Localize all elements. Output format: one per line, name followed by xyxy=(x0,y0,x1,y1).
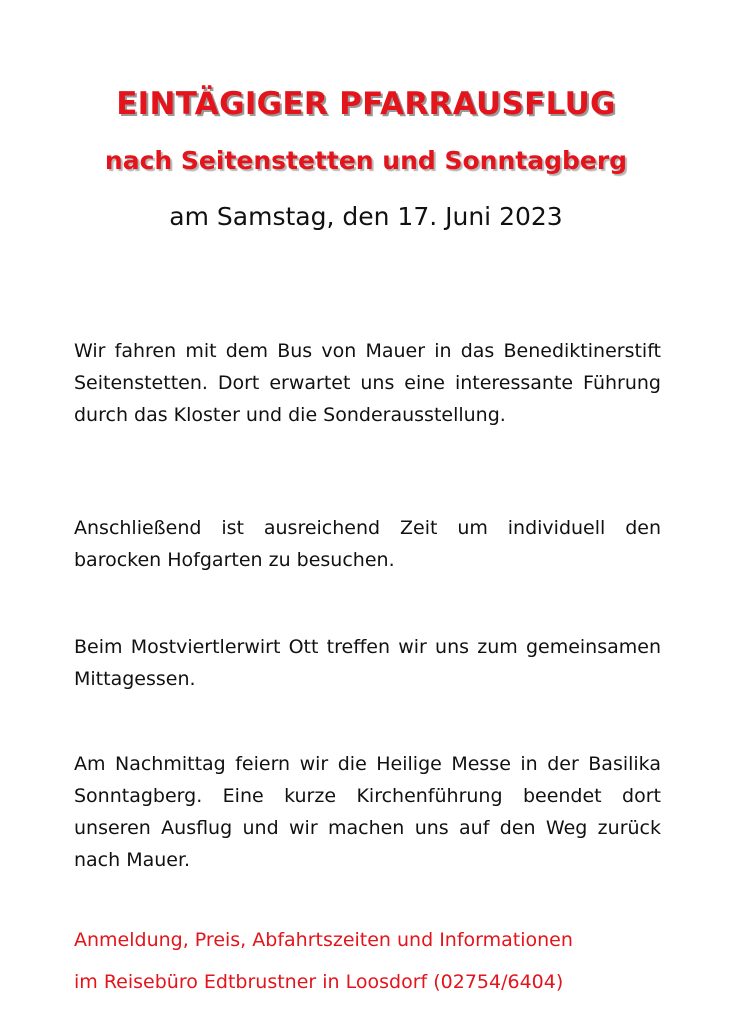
event-date: am Samstag, den 17. Juni 2023 xyxy=(169,202,563,231)
paragraph-bus-trip: Wir fahren mit dem Bus von Mauer in das Benediktinerstift Seitenstetten. Dort erwartet uns eine interessante Führung durch das Kloster und die Sonderausstellung. xyxy=(74,340,661,426)
paragraph-mass: Am Nachmittag feiern wir die Heilige Messe in der Basilika Sonntagberg. Eine kurze Kirchenführung beendet dort unseren Ausflug und wir machen uns auf den Weg zurück nach Mauer. xyxy=(74,753,661,871)
paragraph-hofgarten: Anschließend ist ausreichend Zeit um individuell den barocken Hofgarten zu besuchen. xyxy=(74,517,661,571)
page-subtitle: nach Seitenstetten und Sonntagberg xyxy=(104,146,628,175)
page-title: EINTÄGIGER PFARRAUSFLUG xyxy=(116,86,616,122)
footer-registration-line: Anmeldung, Preis, Abfahrtszeiten und Informationen xyxy=(74,929,573,951)
paragraph-lunch: Beim Mostviertlerwirt Ott treffen wir uns zum gemeinsamen Mittagessen. xyxy=(74,636,661,690)
footer-travel-agency-line: im Reisebüro Edtbrustner in Loosdorf (02754/6404) xyxy=(74,971,564,993)
